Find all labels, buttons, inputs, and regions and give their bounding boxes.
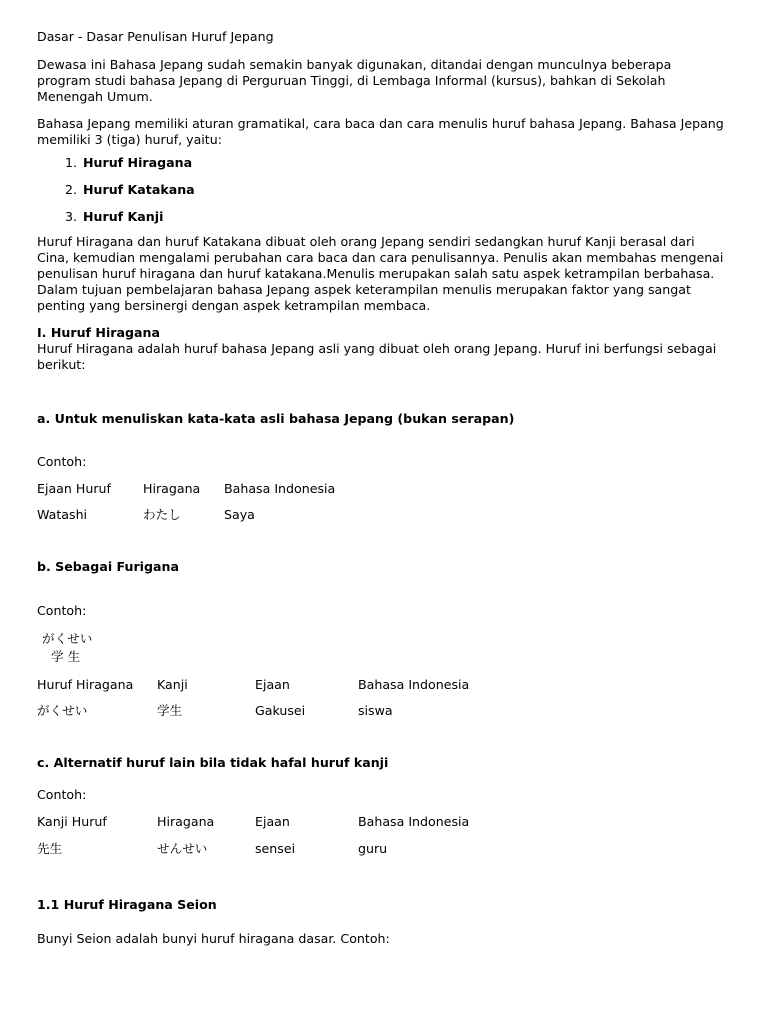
subheading-c: c. Alternatif huruf lain bila tidak hafal huruf kanji	[37, 755, 389, 770]
subheading-seion: 1.1 Huruf Hiragana Seion	[37, 897, 217, 912]
table-row: 先生 せんせい sensei guru	[37, 841, 388, 856]
paragraph-origin: Huruf Hiragana dan huruf Katakana dibuat oleh orang Jepang sendiri sedangkan huruf Kanji berasal dari Cina, kemudian mengalami perubahan cara baca dan cara penulisannya. Penulis akan membahas mengenai penulisan huruf hiragana dan huruf katakana.Menulis merupakan salah satu aspek ketrampilan berbahasa. Dalam tujuan pembelajaran bahasa Jepang aspek keterampilan menulis merupakan faktor yang sangat penting yang bersinergi dengan aspek ketrampilan membaca.	[37, 234, 724, 313]
furigana-reading: がくせい	[42, 631, 93, 646]
list-item: 3. Huruf Kanji	[64, 209, 164, 224]
letter-types-list	[37, 155, 727, 225]
table-header-b: Huruf Hiragana Kanji Ejaan Bahasa Indonesia	[37, 677, 470, 692]
table-row: Watashi わたし Saya	[37, 507, 255, 522]
table-row: がくせい 学生 Gakusei siswa	[37, 703, 393, 718]
subheading-b: b. Sebagai Furigana	[37, 559, 179, 574]
example-label-a: Contoh:	[37, 454, 87, 469]
table-header-c: Kanji Huruf Hiragana Ejaan Bahasa Indonesia	[37, 814, 470, 829]
document-page	[37, 29, 727, 947]
list-item: 1. Huruf Hiragana	[64, 155, 193, 170]
furigana-kanji: 学 生	[51, 649, 81, 664]
list-item: 2. Huruf Katakana	[64, 182, 195, 197]
paragraph-intro: Dewasa ini Bahasa Jepang sudah semakin banyak digunakan, ditandai dengan munculnya beberapa program studi bahasa Jepang di Perguruan Tinggi, di Lembaga Informal (kursus), bahkan di Sekolah Menengah Umum.	[37, 57, 672, 104]
section-heading-hiragana: I. Huruf Hiragana	[37, 325, 160, 340]
section-hiragana-text: Huruf Hiragana adalah huruf bahasa Jepang asli yang dibuat oleh orang Jepang. Huruf ini berfungsi sebagai berikut:	[37, 341, 717, 372]
example-label-b: Contoh:	[37, 603, 87, 618]
example-label-c: Contoh:	[37, 787, 87, 802]
table-header-a: Ejaan Huruf Hiragana Bahasa Indonesia	[37, 481, 336, 496]
seion-text: Bunyi Seion adalah bunyi huruf hiragana dasar. Contoh:	[37, 931, 390, 946]
subheading-a: a. Untuk menuliskan kata-kata asli bahasa Jepang (bukan serapan)	[37, 411, 515, 426]
paragraph-letters: Bahasa Jepang memiliki aturan gramatikal, cara baca dan cara menulis huruf bahasa Jepang. Bahasa Jepang memiliki 3 (tiga) huruf, yaitu:	[37, 116, 724, 147]
document-title: Dasar - Dasar Penulisan Huruf Jepang	[37, 29, 274, 44]
